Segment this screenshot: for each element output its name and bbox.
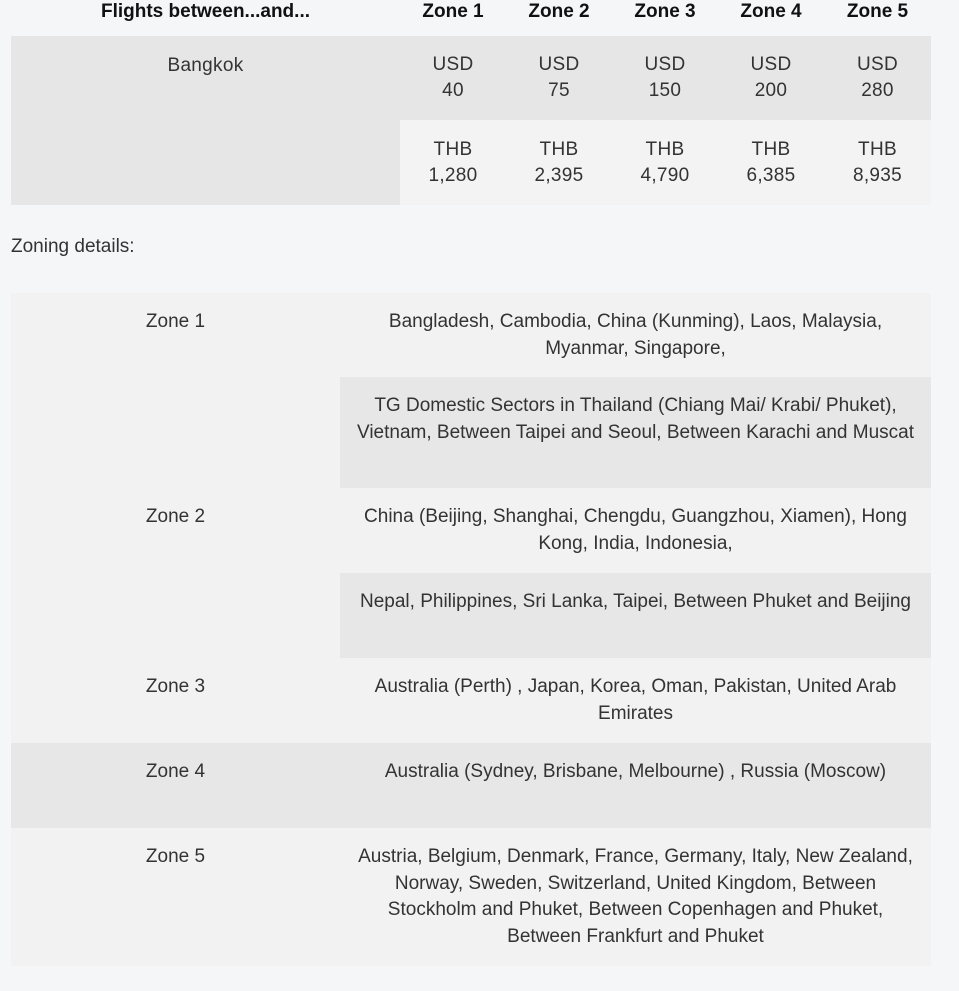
- zone-countries: Australia (Sydney, Brisbane, Melbourne) , Russia (Moscow): [340, 743, 931, 828]
- currency-label: USD: [432, 54, 474, 75]
- zone-name: Zone 2: [11, 488, 340, 658]
- currency-label: USD: [644, 54, 686, 75]
- zone-row: [11, 293, 931, 377]
- zoning-details-label: Zoning details:: [11, 236, 135, 257]
- fare-cell: [400, 36, 506, 120]
- currency-label: USD: [750, 54, 792, 75]
- fare-amount: 200: [754, 80, 788, 101]
- fare-amount: 1,280: [428, 164, 478, 186]
- fare-cell: [612, 36, 718, 120]
- fare-amount: 2,395: [534, 164, 584, 186]
- currency-label: USD: [856, 54, 898, 75]
- fare-cell: [824, 36, 931, 120]
- city-cell: Bangkok: [11, 36, 400, 205]
- currency-label: THB: [858, 138, 897, 160]
- fare-amount: 40: [442, 80, 464, 101]
- currency-label: USD: [538, 54, 580, 75]
- zone-4-header: Zone 4: [740, 1, 802, 22]
- route-header: Flights between...and...: [100, 1, 311, 22]
- zone-countries: Austria, Belgium, Denmark, France, Germany, Italy, New Zealand, Norway, Sweden, Switzerland, United Kingdom, Between Stockholm and Phuket, Between Copenhagen and Phuket, Between Frankfurt and Phuket: [340, 828, 931, 966]
- fare-table: [11, 0, 931, 205]
- zone-5-header: Zone 5: [846, 1, 909, 22]
- zone-name: Zone 1: [11, 293, 340, 488]
- zone-countries: Nepal, Philippines, Sri Lanka, Taipei, Between Phuket and Beijing: [340, 573, 931, 658]
- zone-2-header: Zone 2: [528, 1, 590, 22]
- fare-table-header: [11, 0, 931, 36]
- fare-cell: [612, 120, 718, 205]
- zone-1-header: Zone 1: [422, 1, 484, 22]
- zone-row: [11, 488, 931, 573]
- zone-countries: China (Beijing, Shanghai, Chengdu, Guangzhou, Xiamen), Hong Kong, India, Indonesia,: [340, 488, 931, 573]
- zone-row: [11, 743, 931, 828]
- fare-cell: [400, 120, 506, 205]
- fare-cell: [506, 36, 612, 120]
- zone-countries: Australia (Perth) , Japan, Korea, Oman, Pakistan, United Arab Emirates: [340, 658, 931, 743]
- currency-label: THB: [539, 138, 579, 160]
- zoning-table: [11, 293, 931, 966]
- currency-label: THB: [751, 138, 791, 160]
- fare-amount: 150: [648, 80, 682, 101]
- fare-amount: 280: [861, 80, 894, 101]
- zone-3-header: Zone 3: [634, 1, 696, 22]
- fare-cell: [718, 36, 824, 120]
- zone-name: Zone 3: [11, 658, 340, 743]
- zone-name: Zone 5: [11, 828, 340, 966]
- fare-cell: [506, 120, 612, 205]
- zone-countries: TG Domestic Sectors in Thailand (Chiang Mai/ Krabi/ Phuket), Vietnam, Between Taipei and Seoul, Between Karachi and Muscat: [340, 377, 931, 488]
- fare-cell: [824, 120, 931, 205]
- fare-amount: 4,790: [640, 164, 690, 186]
- zone-name: Zone 4: [11, 743, 340, 828]
- fare-amount: 6,385: [746, 164, 796, 186]
- zone-countries: Bangladesh, Cambodia, China (Kunming), Laos, Malaysia, Myanmar, Singapore,: [340, 293, 931, 377]
- usd-row: [11, 36, 931, 120]
- zone-row: [11, 658, 931, 743]
- currency-label: THB: [645, 138, 685, 160]
- fare-amount: 75: [548, 80, 570, 101]
- fare-amount: 8,935: [852, 164, 903, 186]
- currency-label: THB: [433, 138, 473, 160]
- fare-cell: [718, 120, 824, 205]
- zone-row: [11, 828, 931, 966]
